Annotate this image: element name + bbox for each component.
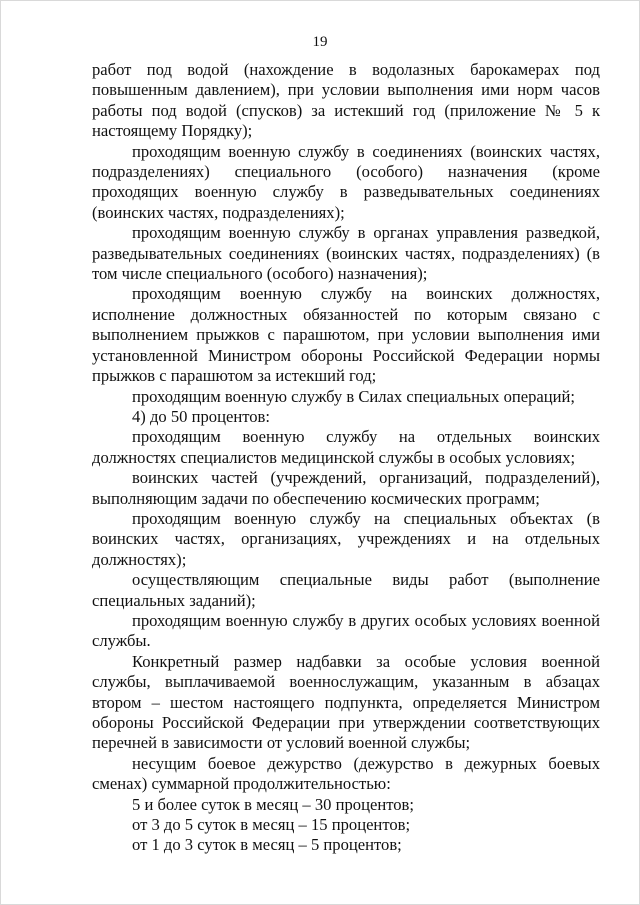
paragraph-11: проходящим военную службу в других особых условиях военной службы. [92, 610, 600, 651]
paragraph-7: проходящим военную службу на отдельных воинских должностях специалистов медицинской службы в особых условиях; [92, 427, 600, 467]
paragraph-15: от 3 до 5 суток в месяц – 15 процентов; [132, 815, 411, 835]
paragraph-1: работ под водой (нахождение в водолазных барокамерах под повышенным давлением), при условии выполнения ими норм часов работы под водой (спусков) за истекший год (приложение № 5 к настоящему Порядку); [92, 60, 600, 141]
paragraph-4: проходящим военную службу на воинских должностях, исполнение должностных обязанностей по которым связано с выполнением прыжков с парашютом, при условии выполнения ими установленной Министром обороны Российской Федерации нормы прыжков с парашютом за истекший год; [92, 284, 600, 386]
page-number: 19 [312, 34, 328, 50]
paragraph-16: от 1 до 3 суток в месяц – 5 процентов; [132, 835, 402, 855]
paragraph-12: Конкретный размер надбавки за особые условия военной службы, выплачиваемой военнослужащим, указанным в абзацах втором – шестом настоящего подпункта, определяется Министром обороны Российской Федерации при утверждении соответствующих перечней в зависимости от условий военной службы; [92, 651, 600, 753]
paragraph-10: осуществляющим специальные виды работ (выполнение специальных заданий); [92, 570, 600, 610]
paragraph-9: проходящим военную службу на специальных объектах (в воинских частях, организациях, учреждениях и на отдельных должностях); [92, 508, 600, 569]
paragraph-5: проходящим военную службу в Силах специальных операций; [132, 386, 576, 406]
paragraph-14: 5 и более суток в месяц – 30 процентов; [132, 794, 414, 814]
paragraph-6: 4) до 50 процентов: [132, 406, 270, 426]
paragraph-8: воинских частей (учреждений, организаций, подразделений), выполняющим задачи по обеспечению космических программ; [92, 468, 600, 508]
document-body [92, 60, 600, 856]
paragraph-13: несущим боевое дежурство (дежурство в дежурных боевых сменах) суммарной продолжительностью: [92, 753, 600, 794]
paragraph-2: проходящим военную службу в соединениях (воинских частях, подразделениях) специального (особого) назначения (кроме проходящих военную службу в разведывательных соединениях (воинских частях, подразделениях); [92, 141, 600, 222]
paragraph-3: проходящим военную службу в органах управления разведкой, разведывательных соединениях (воинских частях, подразделениях) (в том числе специального (особого) назначения); [92, 223, 600, 284]
